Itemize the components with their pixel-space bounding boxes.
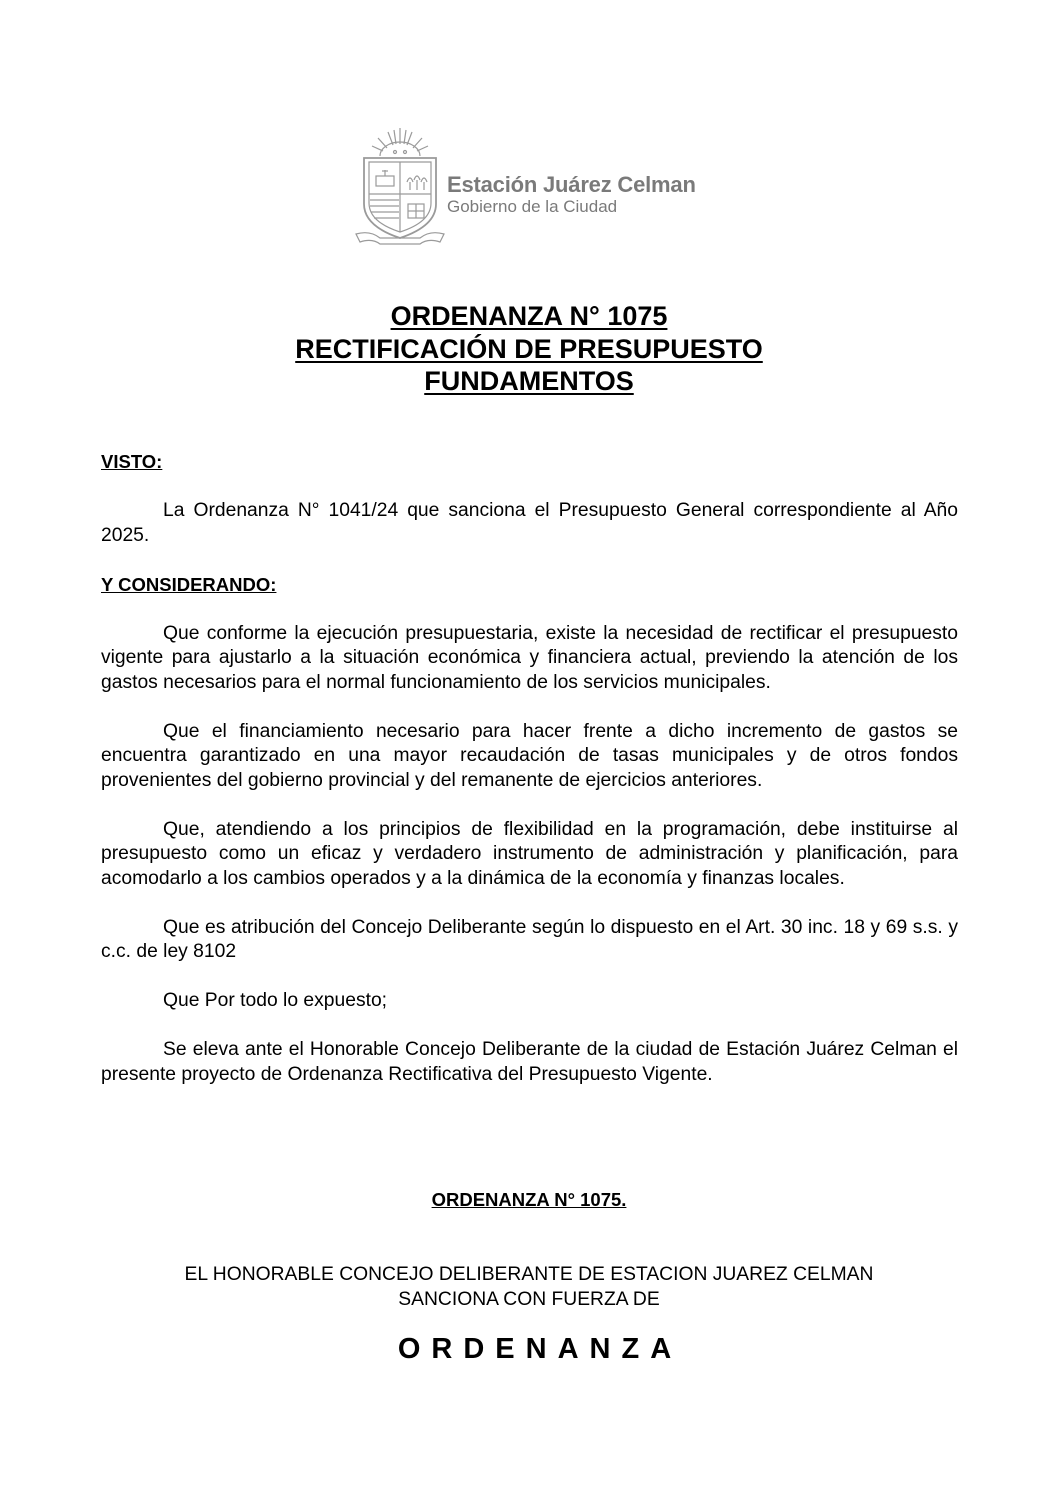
title-rectificacion: RECTIFICACIÓN DE PRESUPUESTO [295, 333, 763, 364]
document-body [101, 450, 958, 1087]
considerando-paragraph: Que es atribución del Concejo Deliberante según lo dispuesto en el Art. 30 inc. 18 y 69 s.s. y c.c. de ley 8102 [101, 916, 958, 962]
document-title-block [0, 300, 1058, 398]
logo-title: Estación Juárez Celman [447, 172, 696, 197]
ordenanza-section-title [0, 1189, 1058, 1211]
logo-text [447, 173, 696, 216]
coat-of-arms-logo [350, 126, 450, 246]
sanciona-block [0, 1263, 1058, 1312]
ordenanza-number-label: ORDENANZA N° 1075. [431, 1189, 627, 1210]
considerando-paragraph: Que conforme la ejecución presupuestaria, existe la necesidad de rectificar el presupuesto vigente para ajustarlo a la situación económica y financiera actual, previendo la atención de los gastos necesarios para el normal funcionamiento de los servicios municipales. [101, 622, 958, 693]
considerando-paragraph: Que, atendiendo a los principios de flexibilidad en la programación, debe instituirse al presupuesto como un eficaz y verdadero instrumento de administración y planificación, para acomodarlo a los cambios operados y a la dinámica de la economía y finanzas locales. [101, 818, 958, 889]
coat-of-arms-icon [350, 126, 450, 246]
considerando-paragraph: Se eleva ante el Honorable Concejo Deliberante de la ciudad de Estación Juárez Celman el presente proyecto de Ordenanza Rectificativa del Presupuesto Vigente. [101, 1039, 958, 1085]
visto-heading: VISTO: [101, 451, 163, 472]
sanciona-line-2: SANCIONA CON FUERZA DE [398, 1288, 660, 1310]
title-ordenanza-number: ORDENANZA N° 1075 [390, 301, 668, 331]
considerando-heading: Y CONSIDERANDO: [101, 573, 277, 595]
logo-subtitle: Gobierno de la Ciudad [447, 197, 618, 216]
considerando-paragraph: Que el financiamiento necesario para hacer frente a dicho incremento de gastos se encuentra garantizado en una mayor recaudación de tasas municipales y de otros fondos provenientes del gobierno provincial y del remanente de ejercicios anteriores. [101, 720, 958, 791]
considerando-paragraph: Que Por todo lo expuesto; [163, 990, 388, 1011]
title-fundamentos: FUNDAMENTOS [424, 366, 634, 396]
visto-paragraph: La Ordenanza N° 1041/24 que sanciona el Presupuesto General correspondiente al Año 2025. [101, 500, 958, 546]
sanciona-line-1: EL HONORABLE CONCEJO DELIBERANTE DE ESTACION JUAREZ CELMAN [184, 1264, 874, 1285]
ordenanza-heading: ORDENANZA [397, 1333, 683, 1365]
